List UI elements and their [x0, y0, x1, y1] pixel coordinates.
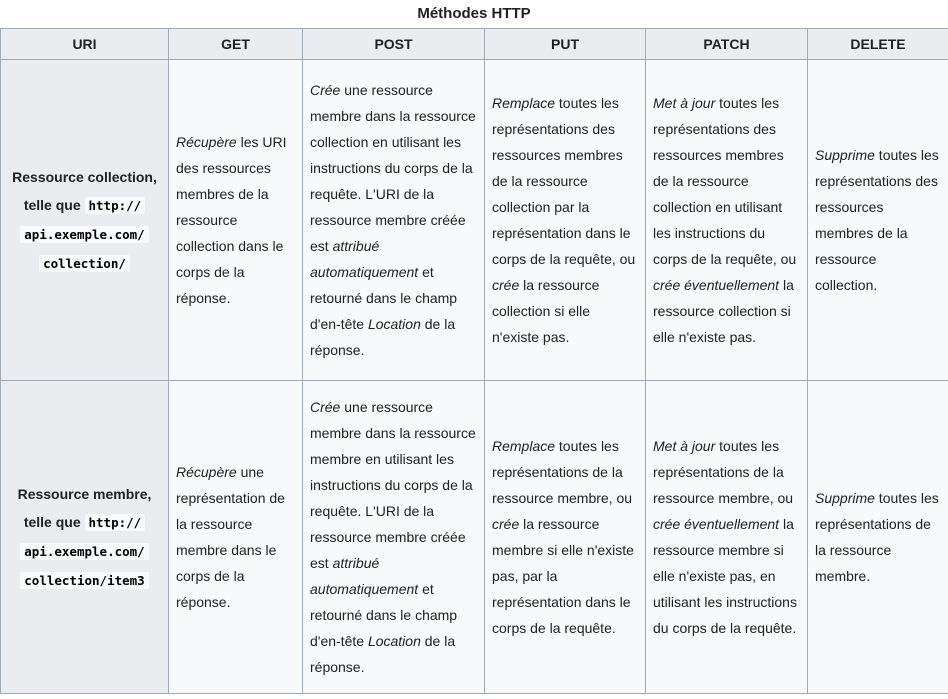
cell-collection-put [485, 60, 646, 381]
emphasized-text: Met à jour [653, 95, 716, 111]
column-header-uri: URI [1, 29, 169, 60]
plain-text: les URI des ressources membres de la ressource collection dans le corps de la réponse. [176, 134, 287, 306]
plain-text: toutes les représentations de la ressource membre, ou [492, 438, 633, 506]
emphasized-text: crée éventuellement [653, 277, 780, 293]
cell-collection-post [303, 60, 485, 381]
table-row-member-resource [1, 381, 948, 694]
plain-text: de la réponse. [310, 633, 456, 675]
plain-text: la ressource membre si elle n'existe pas, en utilisant les instructions du corps de la requête. [653, 516, 797, 636]
uri-label: Ressource membre, telle que [17, 485, 152, 530]
emphasized-text: Met à jour [653, 438, 716, 454]
emphasized-text: crée éventuellement [653, 516, 780, 532]
cell-collection-patch [646, 60, 808, 381]
cell-collection-get [169, 60, 303, 381]
plain-text: une ressource membre dans la ressource collection en utilisant les instructions du corps de la requête. L'URI de la ressource membre créée est [310, 82, 476, 254]
plain-text: toutes les représentations des ressources membres de la ressource collection par la représentation dans le corps de la requête, ou [492, 95, 636, 267]
header-row [1, 29, 948, 60]
column-header-delete: DELETE [808, 29, 948, 60]
emphasized-text: Récupère [176, 134, 237, 150]
plain-text: et retourné dans le champ d'en-tête [310, 264, 458, 332]
plain-text: la ressource collection si elle n'existe pas. [653, 277, 794, 345]
column-header-patch: PATCH [646, 29, 808, 60]
emphasized-text: Location [367, 633, 421, 649]
plain-text: la ressource collection si elle n'existe pas. [492, 277, 600, 345]
cell-collection-delete [808, 60, 948, 381]
emphasized-text: crée [492, 516, 520, 532]
uri-code-segment: http:// [85, 514, 146, 531]
uri-code-segment: api.exemple.com/ [20, 226, 148, 243]
plain-text: la ressource membre si elle n'existe pas, par la représentation dans le corps de la requête. [492, 516, 634, 636]
uri-code-segment: http:// [85, 197, 146, 214]
table-caption: Méthodes HTTP [417, 5, 531, 22]
plain-text: toutes les représentations de la ressource membre. [815, 490, 939, 584]
http-methods-table [0, 28, 948, 694]
column-header-post: POST [303, 29, 485, 60]
uri-code-segment: collection/item3 [20, 572, 148, 589]
emphasized-text: attribué automatiquement [310, 238, 419, 280]
emphasized-text: Crée [310, 82, 341, 98]
uri-cell-member [1, 381, 169, 694]
cell-member-patch [646, 381, 808, 694]
plain-text: une ressource membre dans la ressource membre en utilisant les instructions du corps de la requête. L'URI de la ressource membre créée est [310, 399, 476, 571]
uri-code-segment: api.exemple.com/ [20, 543, 148, 560]
emphasized-text: Récupère [176, 464, 237, 480]
emphasized-text: Location [367, 316, 421, 332]
emphasized-text: Crée [310, 399, 341, 415]
uri-code-segment: collection/ [39, 255, 130, 272]
plain-text: toutes les représentations des ressources membres de la ressource collection en utilisant les instructions du corps de la requête, ou [653, 95, 797, 267]
plain-text: et retourné dans le champ d'en-tête [310, 581, 458, 649]
plain-text: toutes les représentations de la ressource membre, ou [653, 438, 794, 506]
cell-member-post [303, 381, 485, 694]
emphasized-text: attribué automatiquement [310, 555, 419, 597]
uri-cell-collection [1, 60, 169, 381]
emphasized-text: crée [492, 277, 520, 293]
emphasized-text: Remplace [492, 95, 556, 111]
emphasized-text: Supprime [815, 490, 875, 506]
emphasized-text: Supprime [815, 147, 875, 163]
cell-member-delete [808, 381, 948, 694]
uri-label: Ressource collection, telle que [12, 168, 157, 213]
column-header-get: GET [169, 29, 303, 60]
column-header-put: PUT [485, 29, 646, 60]
emphasized-text: Remplace [492, 438, 556, 454]
cell-member-get [169, 381, 303, 694]
cell-member-put [485, 381, 646, 694]
plain-text: une représentation de la ressource membre dans le corps de la réponse. [176, 464, 285, 610]
table-row-collection-resource [1, 60, 948, 381]
plain-text: toutes les représentations des ressources membres de la ressource collection. [815, 147, 939, 293]
plain-text: de la réponse. [310, 316, 456, 358]
